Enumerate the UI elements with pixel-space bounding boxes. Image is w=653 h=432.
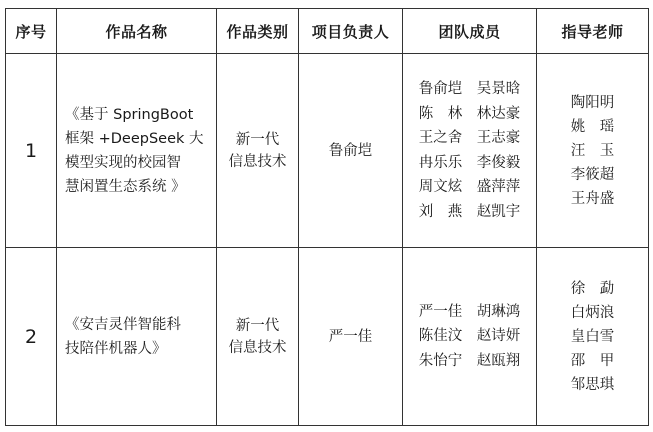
member-name: 李俊毅 — [476, 154, 521, 171]
header-members: 团队成员 — [403, 9, 537, 54]
members-cell — [403, 248, 537, 426]
category-cell — [217, 248, 299, 426]
member-row — [419, 77, 521, 102]
work-name-line: 《基于 SpringBoot — [65, 106, 194, 123]
member-name: 吴景晗 — [476, 81, 521, 97]
header-category: 作品类别 — [217, 9, 299, 54]
member-name: 严一佳 — [418, 303, 463, 320]
work-name-cell — [57, 54, 217, 248]
member-name: 周文炫 — [418, 179, 463, 195]
work-name-line: 模型实现的校园智 — [65, 154, 181, 171]
advisor-name: 徐 勐 — [570, 280, 615, 297]
work-name-cell — [57, 248, 217, 426]
header-work-name: 作品名称 — [57, 9, 217, 54]
leader-cell: 鲁俞垲 — [299, 54, 403, 248]
member-name: 冉乐乐 — [418, 154, 463, 171]
advisor-name: 姚 瑶 — [570, 118, 615, 135]
category-cell — [217, 54, 299, 248]
seq-cell: 2 — [6, 248, 57, 426]
member-row — [419, 300, 521, 325]
member-row — [419, 349, 521, 374]
member-name: 鲁俞垲 — [418, 81, 463, 97]
advisor-name: 邹思琪 — [570, 376, 615, 393]
work-name-line: 慧闲置生态系统 》 — [65, 178, 186, 195]
member-name: 刘 燕 — [418, 203, 463, 220]
header-row — [6, 9, 649, 54]
member-name: 王志豪 — [476, 130, 521, 146]
member-row — [419, 324, 521, 349]
advisors-cell — [537, 54, 649, 248]
work-name-line: 《安吉灵伴智能科 — [65, 316, 181, 333]
category-line: 新一代 — [235, 131, 280, 148]
member-row — [419, 200, 521, 225]
work-name-line: 技陪伴机器人》 — [65, 340, 167, 357]
category-line: 信息技术 — [228, 339, 287, 356]
member-row — [419, 175, 521, 200]
members-cell — [403, 54, 537, 248]
member-name: 陈 林 — [418, 105, 463, 122]
member-name: 朱怡宁 — [418, 352, 463, 369]
member-row — [419, 151, 521, 176]
header-seq: 序号 — [6, 9, 57, 54]
work-name-line: 框架 +DeepSeek 大 — [65, 130, 204, 147]
seq-cell: 1 — [6, 54, 57, 248]
award-table — [5, 8, 649, 426]
header-advisors: 指导老师 — [537, 9, 649, 54]
advisor-name: 王舟盛 — [570, 190, 615, 207]
advisor-name: 陶阳明 — [570, 94, 615, 111]
advisor-name: 汪 玉 — [570, 142, 615, 159]
advisor-name: 邵 甲 — [570, 352, 615, 369]
member-name: 盛萍萍 — [476, 179, 521, 195]
member-name: 胡琳鸿 — [476, 303, 521, 320]
table-row — [6, 248, 649, 426]
member-row — [419, 126, 521, 151]
member-row — [419, 102, 521, 127]
member-name: 赵凯宇 — [476, 203, 521, 220]
header-leader: 项目负责人 — [299, 9, 403, 54]
member-name: 陈佳汶 — [418, 328, 463, 345]
advisor-name: 皇白雪 — [570, 328, 615, 345]
category-line: 新一代 — [235, 317, 280, 334]
advisor-name: 李筱超 — [570, 166, 615, 183]
table-row — [6, 54, 649, 248]
member-name: 赵诗妍 — [476, 328, 521, 345]
member-name: 王之舍 — [418, 130, 463, 146]
member-name: 赵瓯翔 — [476, 352, 521, 369]
leader-cell: 严一佳 — [299, 248, 403, 426]
advisors-cell — [537, 248, 649, 426]
member-name: 林达豪 — [476, 105, 521, 122]
category-line: 信息技术 — [228, 153, 287, 170]
advisor-name: 白炳浪 — [570, 304, 615, 321]
